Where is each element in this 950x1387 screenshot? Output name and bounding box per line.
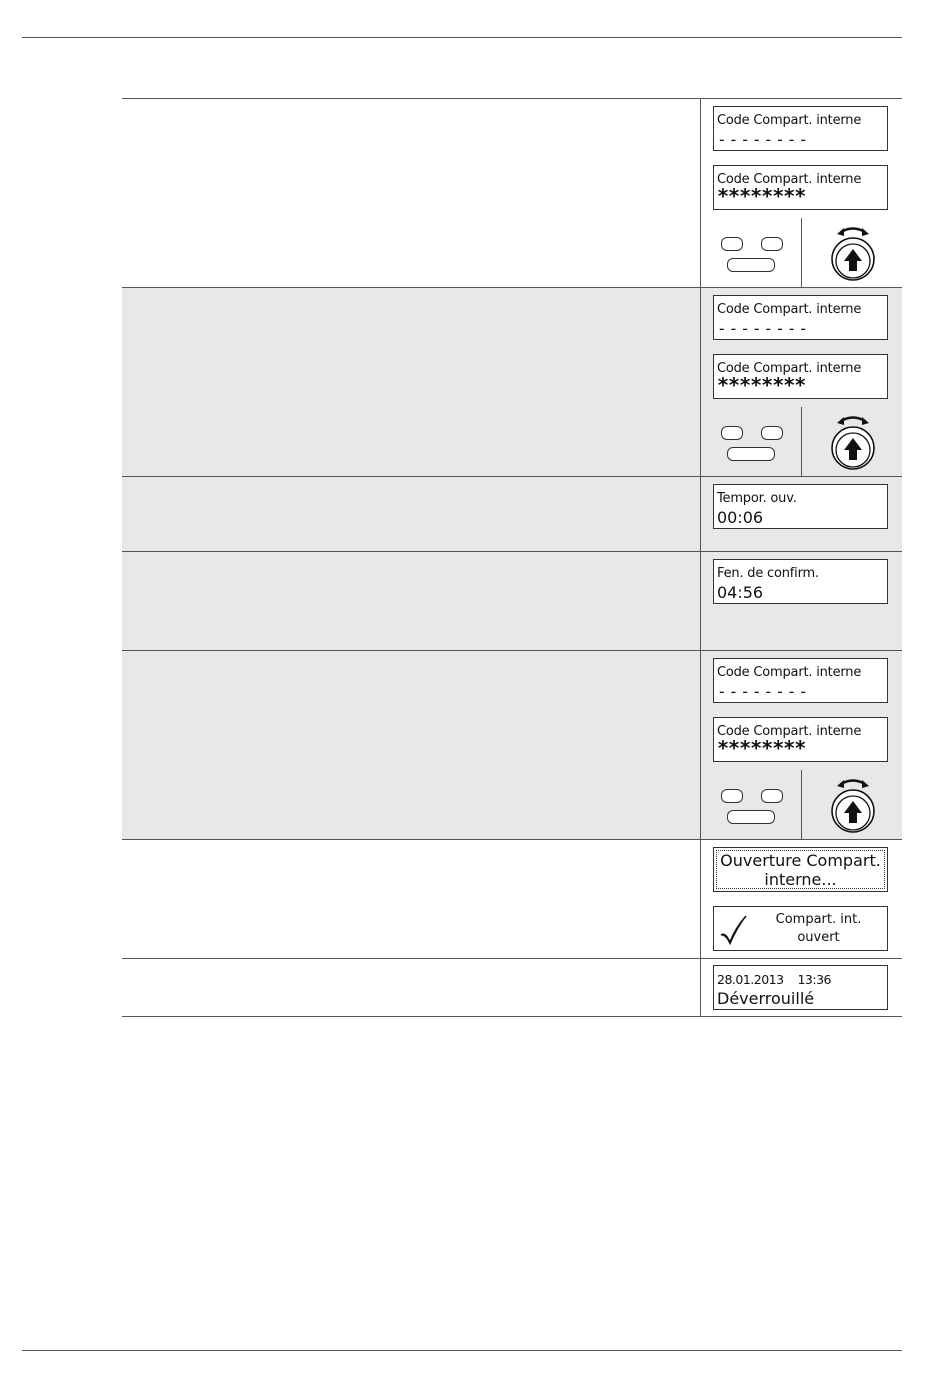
keypad-left-button[interactable] <box>721 237 743 251</box>
keypad-right-button[interactable] <box>761 426 783 440</box>
keypad-wide-button[interactable] <box>727 447 775 461</box>
step-row-2 <box>122 287 902 476</box>
step-instruction-cell <box>122 477 700 551</box>
lcd-opening-message <box>713 847 888 892</box>
lcd-code-empty <box>713 295 888 340</box>
lcd-line-2: -------- <box>717 130 811 149</box>
header-rule <box>22 37 902 38</box>
lcd-code-filled <box>713 354 888 399</box>
lcd-code-empty <box>713 658 888 703</box>
lcd-line-1: Code Compart. interne <box>717 724 862 739</box>
lcd-line-2: ouvert <box>797 930 840 945</box>
lcd-line-2: 00:06 <box>717 508 764 527</box>
lcd-confirm-window <box>713 559 888 604</box>
lcd-line-2: interne... <box>764 870 837 889</box>
step-row-1 <box>122 98 902 287</box>
step-display-cell <box>700 552 903 650</box>
keypad-left-button[interactable] <box>721 426 743 440</box>
keypad-and-knob <box>701 218 903 288</box>
keypad-right-button[interactable] <box>761 237 783 251</box>
lcd-line-2: Déverrouillé <box>717 989 815 1008</box>
keypad-right-button[interactable] <box>761 789 783 803</box>
step-instruction-cell <box>122 959 700 1016</box>
lcd-line-2: ******** <box>717 373 806 397</box>
lcd-code-filled <box>713 717 888 762</box>
step-display-cell <box>700 288 903 476</box>
lcd-line-1: Tempor. ouv. <box>717 491 797 506</box>
lcd-opening-frame <box>716 850 885 889</box>
lcd-line-1: Code Compart. interne <box>717 302 862 317</box>
keypad-left-button[interactable] <box>721 789 743 803</box>
step-row-3 <box>122 476 902 551</box>
checkmark-icon <box>718 913 748 947</box>
lcd-code-filled <box>713 165 888 210</box>
step-display-cell <box>700 99 903 287</box>
lcd-line-1: Code Compart. interne <box>717 361 862 376</box>
lcd-line-2: -------- <box>717 682 811 701</box>
rotary-knob-icon[interactable] <box>828 221 878 283</box>
step-instruction-cell <box>122 840 700 958</box>
lcd-code-empty <box>713 106 888 151</box>
step-instruction-cell <box>122 651 700 839</box>
lcd-line-2: ******** <box>717 736 806 760</box>
lcd-line-1: Code Compart. interne <box>717 113 862 128</box>
lcd-line-1: Code Compart. interne <box>717 172 862 187</box>
step-display-cell <box>700 651 903 839</box>
footer-rule <box>22 1350 902 1351</box>
step-row-5 <box>122 650 902 839</box>
step-row-4 <box>122 551 902 650</box>
lcd-line-1: Fen. de confirm. <box>717 566 819 581</box>
step-display-cell <box>700 840 903 958</box>
lcd-opening-timer <box>713 484 888 529</box>
step-row-7 <box>122 958 902 1016</box>
keys-divider <box>801 218 802 288</box>
rotary-knob-icon[interactable] <box>828 773 878 835</box>
lcd-status-unlocked <box>713 965 888 1010</box>
lcd-line-1: Code Compart. interne <box>717 665 862 680</box>
keypad-wide-button[interactable] <box>727 810 775 824</box>
step-display-cell <box>700 959 903 1016</box>
lcd-line-2: -------- <box>717 319 811 338</box>
step-instruction-cell <box>122 552 700 650</box>
lcd-opened-message <box>713 906 888 951</box>
lcd-line-1: 28.01.2013 13:36 <box>717 972 831 987</box>
keypad-and-knob <box>701 770 903 840</box>
step-instruction-cell <box>122 288 700 476</box>
lcd-line-1: Compart. int. <box>775 912 862 927</box>
step-display-cell <box>700 477 903 551</box>
keys-divider <box>801 770 802 840</box>
table-bottom-rule <box>122 1016 902 1017</box>
step-row-6 <box>122 839 902 958</box>
lcd-line-2: 04:56 <box>717 583 764 602</box>
keypad-and-knob <box>701 407 903 477</box>
lcd-line-1: Ouverture Compart. <box>720 851 881 870</box>
lcd-line-2: ******** <box>717 184 806 208</box>
keypad-wide-button[interactable] <box>727 258 775 272</box>
rotary-knob-icon[interactable] <box>828 410 878 472</box>
keys-divider <box>801 407 802 477</box>
step-instruction-cell <box>122 99 700 287</box>
